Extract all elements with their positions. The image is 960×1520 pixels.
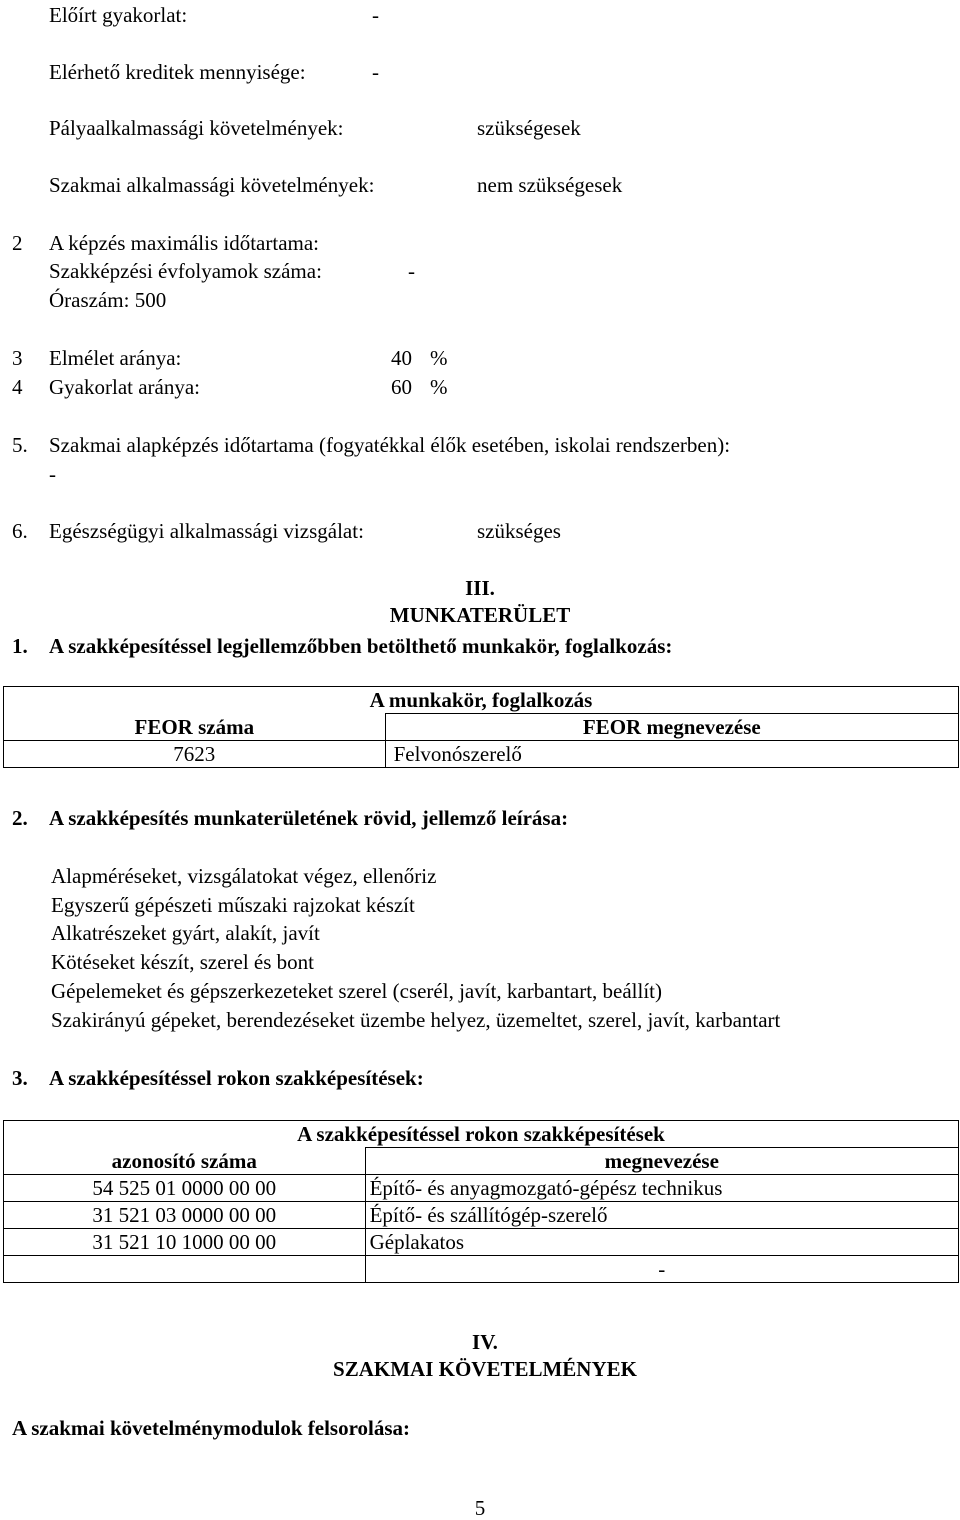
q2-number: 2. (12, 806, 28, 830)
grades-label: Szakképzési évfolyamok száma: (49, 259, 322, 283)
professional-req-value: nem szükségesek (477, 173, 623, 197)
description-item: Gépelemeket és gépszerkezeteket szerel (cserél, javít, karbantart, beállít) (51, 979, 662, 1003)
health-exam-label: Egészségügyi alkalmassági vizsgálat: (49, 519, 364, 543)
credits-value: - (372, 60, 379, 84)
feor-name-header: FEOR megnevezése (385, 714, 958, 741)
chapter3-roman: III. (465, 576, 495, 600)
name-cell: Építő- és szállítógép-szerelő (365, 1202, 958, 1229)
item5-number: 5. (12, 433, 28, 457)
ratio-number: 4 (12, 375, 23, 399)
id-cell: 54 525 01 0000 00 00 (4, 1175, 366, 1202)
id-cell: 31 521 10 1000 00 00 (4, 1229, 366, 1256)
id-number-header: azonosító száma (4, 1148, 366, 1175)
table-row (4, 1229, 959, 1256)
name-cell: Építő- és anyagmozgató-gépész technikus (365, 1175, 958, 1202)
item5-text: Szakmai alapképzés időtartama (fogyatékkal élők esetében, iskolai rendszerben): (49, 433, 731, 457)
occupation-table (3, 686, 959, 768)
description-item: Egyszerű gépészeti műszaki rajzokat készít (51, 893, 415, 917)
chapter3-title: MUNKATERÜLET (389, 603, 571, 627)
practice-value: - (372, 3, 379, 27)
feor-name-cell: Felvonószerelő (385, 741, 958, 768)
q2-heading: A szakképesítés munkaterületének rövid, jellemző leírása: (49, 806, 569, 830)
hours-text: Óraszám: 500 (49, 288, 167, 312)
theory-ratio-unit: % (430, 346, 448, 370)
professional-req-label: Szakmai alkalmassági követelmények: (49, 173, 375, 197)
name-cell: - (365, 1256, 958, 1283)
description-item: Alkatrészeket gyárt, alakít, javít (51, 921, 320, 945)
name-cell: Géplakatos (365, 1229, 958, 1256)
qualification-name-header: megnevezése (365, 1148, 958, 1175)
section2-number: 2 (12, 231, 23, 255)
practice-ratio-value: 60 (391, 375, 412, 399)
ratio-number: 3 (12, 346, 23, 370)
item6-number: 6. (12, 519, 28, 543)
table-row (4, 1256, 959, 1283)
page-number: 5 (474, 1496, 486, 1520)
related-table-title: A szakképesítéssel rokon szakképesítések (4, 1121, 959, 1148)
chapter4-title: SZAKMAI KÖVETELMÉNYEK (333, 1357, 637, 1381)
theory-ratio-value: 40 (391, 346, 412, 370)
description-item: Kötéseket készít, szerel és bont (51, 950, 314, 974)
credits-label: Elérhető kreditek mennyisége: (49, 60, 306, 84)
feor-code-cell: 7623 (4, 741, 386, 768)
feor-number-header: FEOR száma (4, 714, 386, 741)
theory-ratio-label: Elmélet aránya: (49, 346, 182, 370)
table-row (4, 1202, 959, 1229)
table-row (4, 1175, 959, 1202)
occupation-table-title: A munkakör, foglalkozás (4, 687, 959, 714)
id-cell (4, 1256, 366, 1283)
q3-number: 3. (12, 1066, 28, 1090)
health-exam-value: szükséges (477, 519, 561, 543)
item5-value: - (49, 462, 56, 486)
practice-ratio-label: Gyakorlat aránya: (49, 375, 201, 399)
career-req-label: Pályaalkalmassági követelmények: (49, 116, 344, 140)
practice-ratio-unit: % (430, 375, 448, 399)
id-cell: 31 521 03 0000 00 00 (4, 1202, 366, 1229)
q3-heading: A szakképesítéssel rokon szakképesítések: (49, 1066, 424, 1090)
modules-heading: A szakmai követelménymodulok felsorolása: (12, 1416, 411, 1440)
description-item: Szakirányú gépeket, berendezéseket üzembe helyez, üzemeltet, szerel, javít, karbantart (51, 1008, 781, 1032)
practice-label: Előírt gyakorlat: (49, 3, 188, 27)
max-duration-label: A képzés maximális időtartama: (49, 231, 320, 255)
grades-value: - (408, 259, 415, 283)
q1-heading: A szakképesítéssel legjellemzőbben betölthető munkakör, foglalkozás: (49, 634, 673, 658)
description-item: Alapméréseket, vizsgálatokat végez, ellenőriz (51, 864, 437, 888)
table-row (4, 741, 959, 768)
chapter4-roman: IV. (472, 1330, 498, 1354)
career-req-value: szükségesek (477, 116, 581, 140)
q1-number: 1. (12, 634, 28, 658)
related-qualifications-table (3, 1120, 959, 1283)
